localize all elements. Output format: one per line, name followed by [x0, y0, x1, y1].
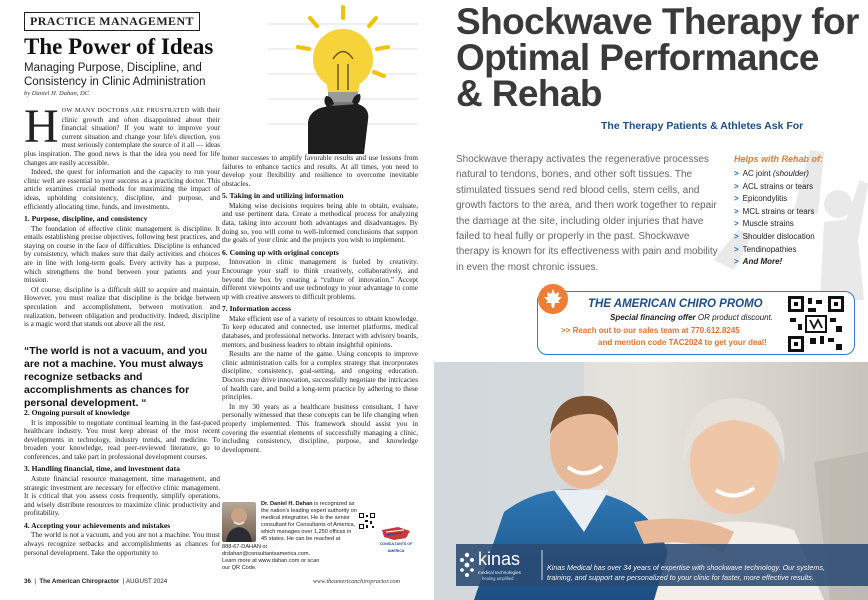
- footer-url[interactable]: www.theamericanchiropractor.com: [313, 578, 400, 585]
- chevron-right-icon: >: [734, 244, 739, 254]
- article-column-left: HOW MANY DOCTORS ARE FRUSTRATED with their clinic growth and often disappointed about their financial situation? If you want to improve your current situation and change your life's direction, you must seriously contemplate the source of it all — ideas plus inspiration. The good news is that the idea you need for life changes are easily accessible. Indeed, the quest for information and the capacity to run your clinic well are essential to your success as a practicing doctor. This article examines crucial methods for maximizing the impact of ideas, upholding consistency, discipline, and purpose, and efficiently allocating time, funds, and investments. 1. Purpose, discipline, and consistency The foundation of effective clinic management is discipline. It entails establishing precise objectives, following best practices, and staying on course in the face of difficulties. Discipline is enhanced by consistency, which makes sure that daily activities and choices are in line with long-term goals. Every activity has a purpose, which strengthens the bond between your patients and your mission. Of course, discipline is a difficult skill to acquire and maintain. However, you must realize that discipline is the bridge between speculation and accomplishment, between motivation and realization, between obligation and productivity. Indeed, discipline is a magic word that stands out above all the rest.: [24, 106, 220, 329]
- promo-code: and mention code TAC2024 to get your deal!: [598, 338, 767, 347]
- lightbulb-illustration: [268, 4, 418, 154]
- helps-list-item: > And More!: [734, 257, 783, 267]
- author-photo: [222, 502, 256, 542]
- ad-body-text: Shockwave therapy activates the regenerative processes natural to tendons, bones, and other soft tissues. The stimulated tissues send red blood cells, stem cells, and growth factors to the area, and then work together to repair the damage at the site, including older injuries that have failed to heal fully or properly in the past. Shockwave therapy is known for its effectiveness with pain and mobility in even the most chronic issues.: [456, 154, 718, 273]
- chevron-right-icon: >: [734, 231, 739, 241]
- chevron-right-icon: >: [734, 169, 739, 178]
- author-name: Dr. Daniel H. Dahan: [261, 501, 313, 507]
- ad-page: [434, 0, 868, 600]
- section-tag: PRACTICE MANAGEMENT: [24, 12, 200, 31]
- promo-qr-code[interactable]: [788, 296, 844, 352]
- chevron-right-icon: >: [734, 181, 739, 191]
- helps-list: [734, 154, 854, 269]
- section-heading-2: 2. Ongoing pursuit of knowledge: [24, 408, 130, 417]
- helps-list-item: > AC joint (shoulder): [734, 169, 809, 178]
- section-heading-7: 7. Information access: [222, 304, 291, 314]
- section-heading-1: 1. Purpose, discipline, and consistency: [24, 214, 148, 224]
- helps-list-item: > ACL strains or tears: [734, 181, 814, 191]
- ad-subheading: The Therapy Patients & Athletes Ask For: [601, 120, 804, 132]
- chevron-right-icon: >: [734, 206, 739, 216]
- section-heading-6: 6. Coming up with original concepts: [222, 247, 339, 257]
- drop-cap: H: [24, 106, 59, 153]
- section-heading-3: 3. Handling financial, time, and investment data: [24, 464, 180, 474]
- section-heading-4: 4. Accepting your achievements and mistakes: [24, 520, 171, 530]
- chevron-right-icon: >: [734, 194, 739, 204]
- ad-title: Shockwave Therapy for Optimal Performance & Rehab: [456, 1, 859, 114]
- author-qr-code[interactable]: [359, 513, 375, 529]
- promo-title: THE AMERICAN CHIRO PROMO: [588, 298, 763, 310]
- maple-leaf-icon: [538, 284, 568, 314]
- page-footer: 36 | The American Chiropractor | AUGUST 2024: [24, 578, 168, 585]
- consultants-logo: CONSULTANTS OF AMERICA: [376, 524, 416, 548]
- chevron-right-icon: >: [734, 219, 739, 229]
- author-contact: 888-67-DAHAN or drdahan@consultantsamerica.com. Learn more at www.dahan.com or scan our QR Code.: [222, 544, 320, 572]
- article-byline: by Daniel H. Dahan, DC: [24, 90, 89, 97]
- promo-offer: Special financing offer OR product discount.: [610, 313, 774, 322]
- chevron-right-icon: >: [734, 257, 739, 267]
- pull-quote: “The world is not a vacuum, and you are not a machine. You must always recognize setbacks and accomplishments as chances for personal development. “: [24, 345, 208, 409]
- kinas-description: Kinas Medical has over 34 years of expertise with shockwave technology. Our systems, training, and support are personalized to your clinic for faster, more effective results.: [547, 563, 825, 582]
- helps-list-item: > Tendinopathies: [734, 244, 797, 254]
- helps-list-item: > Shoulder dislocation: [734, 231, 815, 241]
- article-column-left-lower: 2. Ongoing pursuit of knowledge It is impossible to negotiate continual learning in the fast-paced healthcare industry. You must keep abreast of the most recent developments in technology, industry trends, and medicine. To broaden your knowledge, read peer-reviewed literature, go to conferences, and take part in professional development courses. 3. Handling financial, time, and investment data Astute financial resource management, time management, and strategic investment are necessary for effective clinic management. It is critical that you assess costs frequently, simplify operations, and wisely distribute resources to maximize clinic productivity and profitability. 4. Accepting your achievements and mistakes The world is not a vacuum, and you are not a machine. You must always recognize setbacks and accomplishments as chances for personal development. Take the opportunity to: [24, 408, 220, 557]
- helps-list-item: > Epicondylitis: [734, 194, 788, 204]
- article-title: The Power of Ideas: [24, 34, 214, 59]
- helps-list-item: > Muscle strains: [734, 219, 794, 229]
- promo-contact[interactable]: >> Reach out to our sales team at 770.612.8245: [561, 326, 740, 335]
- article-subtitle: Managing Purpose, Discipline, and Consistency in Clinic Administration: [24, 62, 206, 88]
- kinas-logo: kinas medical technologies healing amplified: [458, 551, 542, 585]
- helps-list-item: > MCL strains or tears: [734, 206, 815, 216]
- article-column-right: honor successes to amplify favorable results and use lessons from failures to enhance tactics and results. At all times, you need to develop your flexibility and resilience to overcome inevitable obstacles. 5. Taking in and utilizing information Making wise decisions requires being able to obtain, evaluate, and use pertinent data. Create a methodical process for analyzing data, taking into account both advantages and disadvantages. By doing so, you will come to well-informed conclusions that support the goals of your clinic and the projects you wish to implement. 6. Coming up with original concepts Innovation in clinic management is fueled by creativity. Encourage your staff to think creatively, collaboratively, and beyond the box by creating a “culture of innovation.” Accept different viewpoints and use technology to your advantage to come up with creative answers to difficult problems. 7. Information access Make efficient use of a variety of resources to obtain knowledge. To keep educated and connected, use internet platforms, medical databases, and professional networks. Interact with advisory boards, mentors, and business leaders to obtain insightful opinions. Results are the name of the game. Using concepts to improve clinic administration calls for a complex strategy that incorporates discipline, consistency, goal-setting, and ongoing education. Doctors may drive innovation, successfully negotiate the intricacies of health care, and build a long-term practice by adhering to these principles. In my 30 years as a healthcare business consultant, I have personally witnessed that these concepts can be life changing when properly implemented. This framework should assist you in covering the essential elements of successfully managing a clinic, including consistency, discipline, purpose, and knowledge development.: [222, 154, 418, 454]
- section-heading-5: 5. Taking in and utilizing information: [222, 191, 344, 201]
- author-bio: Dr. Daniel H. Dahan is recognized as the nation's leading expert authority on medical integration. He is the senior consultant for Consultants of America, which manages over 1,250 offices in 45 states. He can be reached at 888-67-DAHAN or drdahan@consultantsamerica.com. Learn more at www.dahan.com or scan our QR Code. CONSULTANTS OF AMERICA: [222, 498, 418, 576]
- helps-heading: Helps with Rehab of:: [734, 154, 824, 164]
